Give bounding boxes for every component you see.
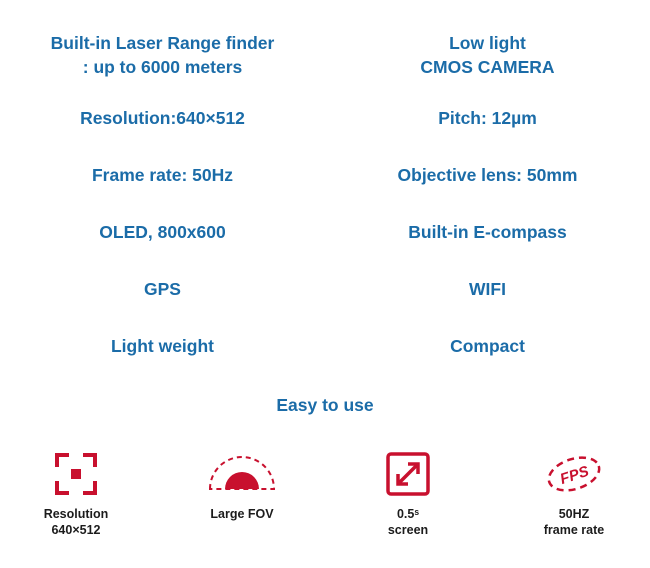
spec-line-1: Compact [450,335,525,356]
spec-item [325,261,650,318]
spec-line-1: WIFI [469,278,506,299]
spec-item [0,90,325,147]
icon-caption [210,507,273,523]
spec-line-1: GPS [144,278,181,299]
icon-feature-fov [183,445,301,523]
spec-line-1: Resolution:640×512 [80,107,245,128]
icon-caption-line-2: 640×512 [51,522,101,537]
icon-caption-line-1: 50HZ [558,507,590,521]
icon-feature-screen [349,445,467,538]
spec-item [325,147,650,204]
icon-feature-resolution [17,445,135,538]
spec-item [325,90,650,147]
spec-item [325,204,650,261]
spec-item [0,261,325,318]
large-fov-fan-icon [204,445,280,503]
spec-line-2: : up to 6000 meters [82,57,243,77]
screen-diagonal-arrow-icon [385,445,431,503]
spec-item [325,22,650,90]
fps-icon [543,445,605,503]
spec-line-1: Frame rate: 50Hz [91,164,234,185]
resolution-frame-icon [53,445,99,503]
icon-caption-line-2: screen [387,522,429,537]
easy-to-use-text: Easy to use [276,395,374,415]
spec-line-1: OLED, 800x600 [99,221,226,242]
icon-caption-line-2: frame rate [543,522,605,537]
spec-item [325,318,650,375]
icon-caption [44,507,109,538]
spec-line-1: Objective lens: 50mm [397,164,578,185]
spec-line-1: Light weight [110,335,215,356]
spec-grid [0,22,650,375]
spec-item [0,318,325,375]
spec-item [0,22,325,90]
spec-line-1: Built-in Laser Range finder [50,33,275,54]
spec-line-1: Pitch: 12µm [438,107,537,128]
icon-caption [388,507,428,538]
spec-item [0,204,325,261]
spec-line-1: Built-in E-compass [408,221,567,242]
icon-feature-fps [515,445,633,538]
icon-caption-line-1: Large FOV [210,507,274,521]
icon-feature-row [0,445,650,538]
icon-caption [544,507,604,538]
icon-caption-line-1: Resolution [43,507,109,521]
spec-line-2: CMOS CAMERA [420,57,555,77]
svg-text:FPS: FPS [557,462,591,489]
spec-line-1: Low light [449,33,526,54]
spec-item [0,147,325,204]
icon-caption-line-1: 0.5ˢ [396,507,420,521]
